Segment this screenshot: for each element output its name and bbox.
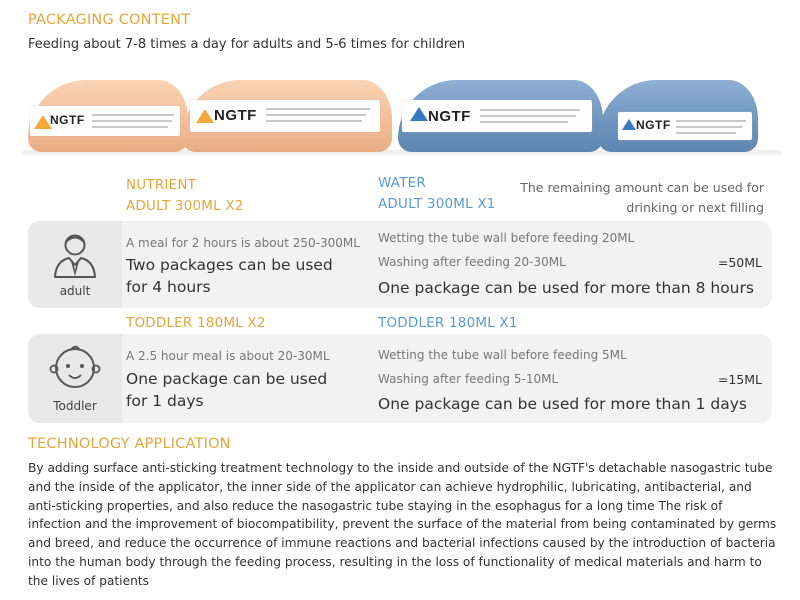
water-adult-amount: ADULT 300ML X1 <box>378 196 496 212</box>
toddler-nutrient-result-line: for 1 days <box>126 392 204 410</box>
adult-water-result: One package can be used for more than 8 hours <box>378 279 754 297</box>
brand-logo-text: NGTF <box>214 107 257 124</box>
baby-face-icon <box>45 340 105 392</box>
packaging-heading: PACKAGING CONTENT <box>28 12 191 28</box>
toddler-water-total: =15ML <box>717 372 762 387</box>
toddler-nutrient-result-line: One package can be used <box>126 370 328 388</box>
ngtf-logo-icon <box>622 119 636 130</box>
adult-icon-box <box>28 221 122 308</box>
toddler-label: Toddler <box>53 399 97 413</box>
toddler-icon-box <box>28 334 122 423</box>
nutrient-adult-amount: ADULT 300ML X2 <box>126 198 244 214</box>
remaining-note <box>520 178 764 218</box>
brand-logo-text: NGTF <box>50 113 85 127</box>
adult-person-icon <box>50 229 100 281</box>
adult-water-total: =50ML <box>717 255 762 270</box>
toddler-wash-amount: Washing after feeding 5-10ML <box>378 372 559 386</box>
adult-nutrient-result-line: for 4 hours <box>126 278 211 296</box>
package-label <box>618 112 752 140</box>
adult-nutrient-result <box>126 254 333 298</box>
package-label <box>30 106 180 136</box>
toddler-wet-amount: Wetting the tube wall before feeding 5ML <box>378 348 627 362</box>
toddler-meal-note: A 2.5 hour meal is about 20-30ML <box>126 349 330 363</box>
brand-logo-text: NGTF <box>428 108 471 125</box>
adult-panel <box>28 221 772 308</box>
brand-logo-text: NGTF <box>636 118 671 132</box>
ngtf-logo-icon <box>196 109 214 123</box>
technology-heading: TECHNOLOGY APPLICATION <box>28 436 231 452</box>
packaging-subtitle: Feeding about 7-8 times a day for adults and 5-6 times for children <box>28 37 466 52</box>
nutrient-title: NUTRIENT <box>126 177 197 193</box>
ngtf-logo-icon <box>410 107 428 121</box>
adult-nutrient-result-line: Two packages can be used <box>126 256 333 274</box>
remaining-note-line: drinking or next filling <box>626 200 764 215</box>
toddler-water-result: One package can be used for more than 1 days <box>378 395 747 413</box>
toddler-nutrient-result <box>126 368 327 412</box>
toddler-panel <box>28 334 772 423</box>
water-toddler-amount: TODDLER 180ML X1 <box>378 315 518 331</box>
package-label <box>402 100 592 132</box>
water-title: WATER <box>378 175 426 191</box>
nutrient-toddler-amount: TODDLER 180ML X2 <box>126 315 266 331</box>
remaining-note-line: The remaining amount can be used for <box>520 180 764 195</box>
adult-meal-note: A meal for 2 hours is about 250-300ML <box>126 236 360 250</box>
adult-label: adult <box>59 284 91 298</box>
technology-body: By adding surface anti-sticking treatment technology to the inside and outside of the NGTF's detachable nasogastric tube and the inside of the applicator, the inner side of the applicator can achieve hydrophilic, lubricating, antibacterial, and anti-sticking properties, and also reduce the nasogastric tube staying in the esophagus for a long time The risk of infection and the improvement of biocompatibility, prevent the surface of the material from being contaminated by germs and breed, and reduce the occurrence of immune reactions and bacterial infections caused by the introduction of bacteria into the human body through the feeding process, resulting in the loss of functionality of medical materials and harm to the lives of patients <box>28 461 777 588</box>
adult-wet-amount: Wetting the tube wall before feeding 20ML <box>378 231 635 245</box>
adult-wash-amount: Washing after feeding 20-30ML <box>378 255 566 269</box>
package-label <box>190 100 380 132</box>
